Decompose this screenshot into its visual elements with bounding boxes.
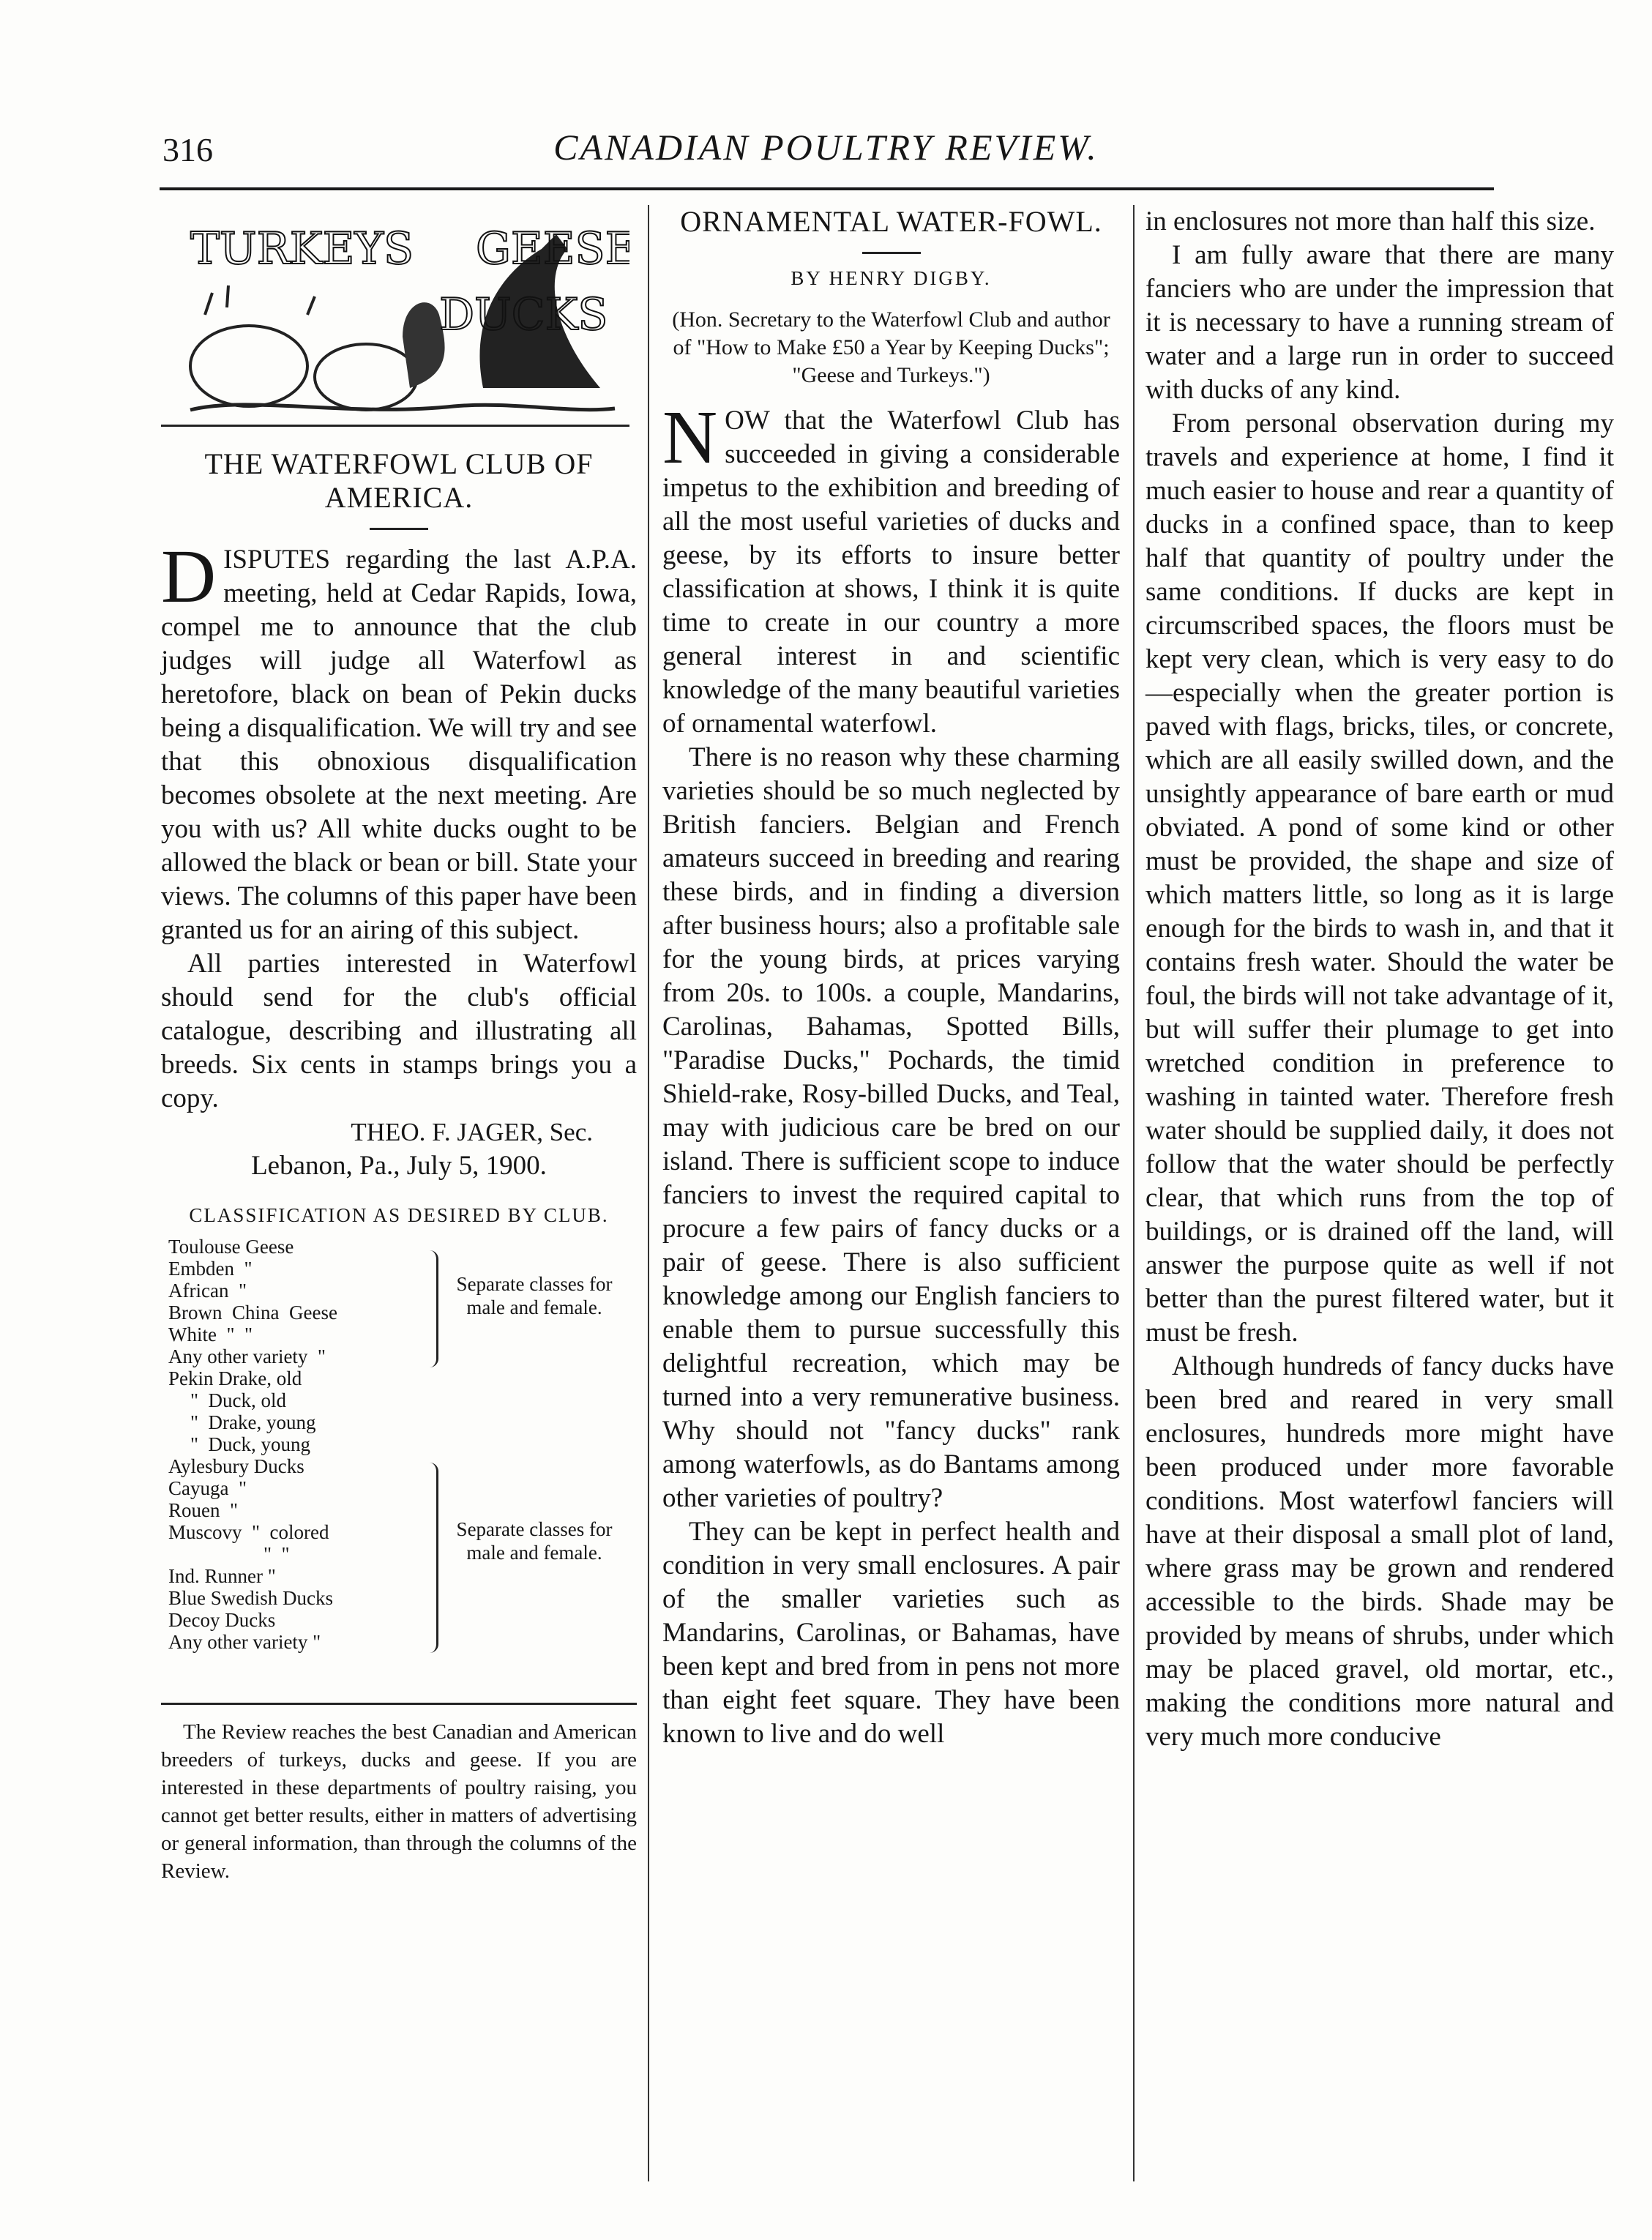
class-row: Blue Swedish Ducks xyxy=(168,1587,333,1609)
class-row: Any other variety " xyxy=(168,1345,326,1367)
class-row: Aylesbury Ducks xyxy=(168,1455,304,1477)
column-divider xyxy=(1133,205,1135,2181)
promo-rule xyxy=(161,1703,637,1705)
class-row: Decoy Ducks xyxy=(168,1609,276,1631)
class-row: " " xyxy=(264,1543,290,1565)
article-title: THE WATERFOWL CLUB OF AMERICA. xyxy=(204,447,594,514)
class-row: Brown China Geese xyxy=(168,1302,337,1324)
signature: THEO. F. JAGER, Sec. xyxy=(351,1118,593,1146)
paragraph: NOW that the Waterfowl Club has succeeded in giving a considerable impetus to the exhibition and breeding of all the most useful varieties of ducks and geese, by its efforts to insure better classification at shows, I think it is quite time to create in our country a more general interest in and scientific knowledge of the many beautiful varieties of ornamental waterfowl. xyxy=(662,395,1120,739)
class-row: " Duck, old xyxy=(190,1389,287,1411)
class-note: Separate classes for male and female. xyxy=(456,1518,613,1564)
classification-heading: CLASSIFICATION AS DESIRED BY CLUB. xyxy=(189,1204,609,1226)
column-right xyxy=(1145,205,1614,1754)
logo-word-turkeys: TURKEYS xyxy=(190,223,414,275)
byline: BY HENRY DIGBY. xyxy=(791,267,992,289)
class-row: " Duck, young xyxy=(190,1433,311,1455)
class-row: Embden " xyxy=(168,1258,253,1280)
class-row: Pekin Drake, old xyxy=(168,1367,302,1389)
class-row: African " xyxy=(168,1280,247,1302)
page-number: 316 xyxy=(162,131,213,168)
paragraph: They can be kept in perfect health and condition in very small enclosures. A pair of the smaller varieties such as Mandarins, Carolinas, or Bahamas, have been kept and bred from in pens not more than eight feet square. They have been known to live and do well xyxy=(662,1517,1120,1749)
column-divider xyxy=(648,205,649,2181)
paragraph: Although hundreds of fancy ducks have been bred and reared in very small enclosures, hundreds more might have been produced under more favorable conditions. Most waterfowl fanciers will have at their disposal a small plot of land, where grass may be grown and rendered accessible to the birds. Shade may be provided by means of shrubs, under which may be placed gravel, old mortar, etc., making the conditions more natural and very much more conducive xyxy=(1145,1351,1614,1752)
paragraph: All parties interested in Waterfowl should send for the club's official catalogue, describing and illustrating all breeds. Six cents in stamps brings you a copy. xyxy=(161,949,637,1113)
place-date: Lebanon, Pa., July 5, 1900. xyxy=(251,1151,547,1181)
class-row: Toulouse Geese xyxy=(168,1236,294,1258)
class-row: Muscovy " colored xyxy=(168,1521,329,1543)
running-title: CANADIAN POULTRY REVIEW. xyxy=(553,127,1099,168)
turkeys-geese-ducks-illustration xyxy=(161,205,629,425)
column-left xyxy=(161,205,637,1885)
paragraph: in enclosures not more than half this size. xyxy=(1145,206,1596,236)
title-rule xyxy=(862,252,921,254)
class-row: " Drake, young xyxy=(190,1411,316,1433)
drop-cap: D xyxy=(161,534,217,619)
title-rule xyxy=(370,528,428,530)
paragraph: DISPUTES regarding the last A.P.A. meeting, held at Cedar Rapids, Iowa, compel me to announce that the club judges will judge all Waterfowl as heretofore, black on bean of Pekin ducks being a disqualification. We will try and see that this obnoxious disqualification becomes obsolete at the next meeting. Are you with us? All white ducks ought to be allowed the black or bean or bill. State your views. The columns of this paper have been granted us for an airing of this subject. xyxy=(161,534,637,945)
brace xyxy=(426,1250,438,1367)
drop-cap: N xyxy=(662,395,718,479)
promo-text: The Review reaches the best Canadian and American breeders of turkeys, ducks and geese. If you are interested in these departments of poultry raising, you cannot get better results, either in matters of advertising or general information, than through the columns of the Review. xyxy=(161,1720,637,1883)
class-note: Separate classes for male and female. xyxy=(456,1273,613,1318)
logo-word-ducks: DUCKS xyxy=(439,289,608,340)
paragraph: I am fully aware that there are many fanciers who are under the impression that it is necessary to have a running stream of water and a large run in order to succeed with ducks of any kind. xyxy=(1145,240,1614,405)
header-rule xyxy=(160,187,1494,190)
column-middle xyxy=(662,205,1120,1751)
paragraph: There is no reason why these charming varieties should be so much neglected by British fanciers. Belgian and French amateurs succeed in breeding and rearing these birds, and in finding a diversion after business hours; also a profitable sale for the young birds, at prices varying from 20s. to 100s. a couple, Mandarins, Carolinas, Bahamas, Spotted Bills, "Paradise Ducks," Pochards, the timid Shield-rake, Rosy-billed Ducks, and Teal, may with judicious care be bred on our island. There is sufficient scope to induce fanciers to invest the required capital to procure a few pairs of fancy ducks or a pair of geese. There is also sufficient knowledge among our English fanciers to enable them to pursue successfully this delightful recreation, which may be turned into a very remunerative business. Why should not "fancy ducks" rank among waterfowls, as do Bantams among other varieties of poultry? xyxy=(662,742,1120,1513)
class-row: White " " xyxy=(168,1324,253,1345)
class-row: Any other variety " xyxy=(168,1631,321,1653)
paragraph: From personal observation during my travels and experience at home, I find it much easier to house and rear a quantity of ducks in a confined space, than to keep half that quantity of poultry under the same conditions. If ducks are kept in circumscribed spaces, the floors must be kept very clean, which is very easy to do—especially when the greater portion is paved with flags, bricks, tiles, or concrete, which are all easily swilled down, and the unsightly appearance of bare earth or mud obviated. A pond of some kind or other must be provided, the shape and size of which matters little, so long as it is large enough for the birds to wash in, and that it contains fresh water. Should the water be foul, the birds will not take advantage of it, but will suffer their plumage to get into wretched condition in preference to washing in tainted water. Therefore fresh water should be supplied daily, it does not follow that the water should be perfectly clear, that which runs from the top of buildings, or is drained off the land, will answer the purpose quite as well if not better than the purest filtered water, but it must be fresh. xyxy=(1145,408,1614,1348)
classification-table xyxy=(161,1236,637,1690)
class-row: Ind. Runner " xyxy=(168,1565,276,1587)
brace xyxy=(426,1463,438,1653)
section-logo xyxy=(161,205,629,427)
author-note: (Hon. Secretary to the Waterfowl Club and author of "How to Make £50 a Year by Keeping Ducks"; "Geese and Turkeys.") xyxy=(672,307,1110,387)
class-row: Cayuga " xyxy=(168,1477,247,1499)
logo-word-geese: GEESE xyxy=(476,223,629,275)
article-title: ORNAMENTAL WATER-FOWL. xyxy=(680,205,1102,238)
class-row: Rouen " xyxy=(168,1499,239,1521)
